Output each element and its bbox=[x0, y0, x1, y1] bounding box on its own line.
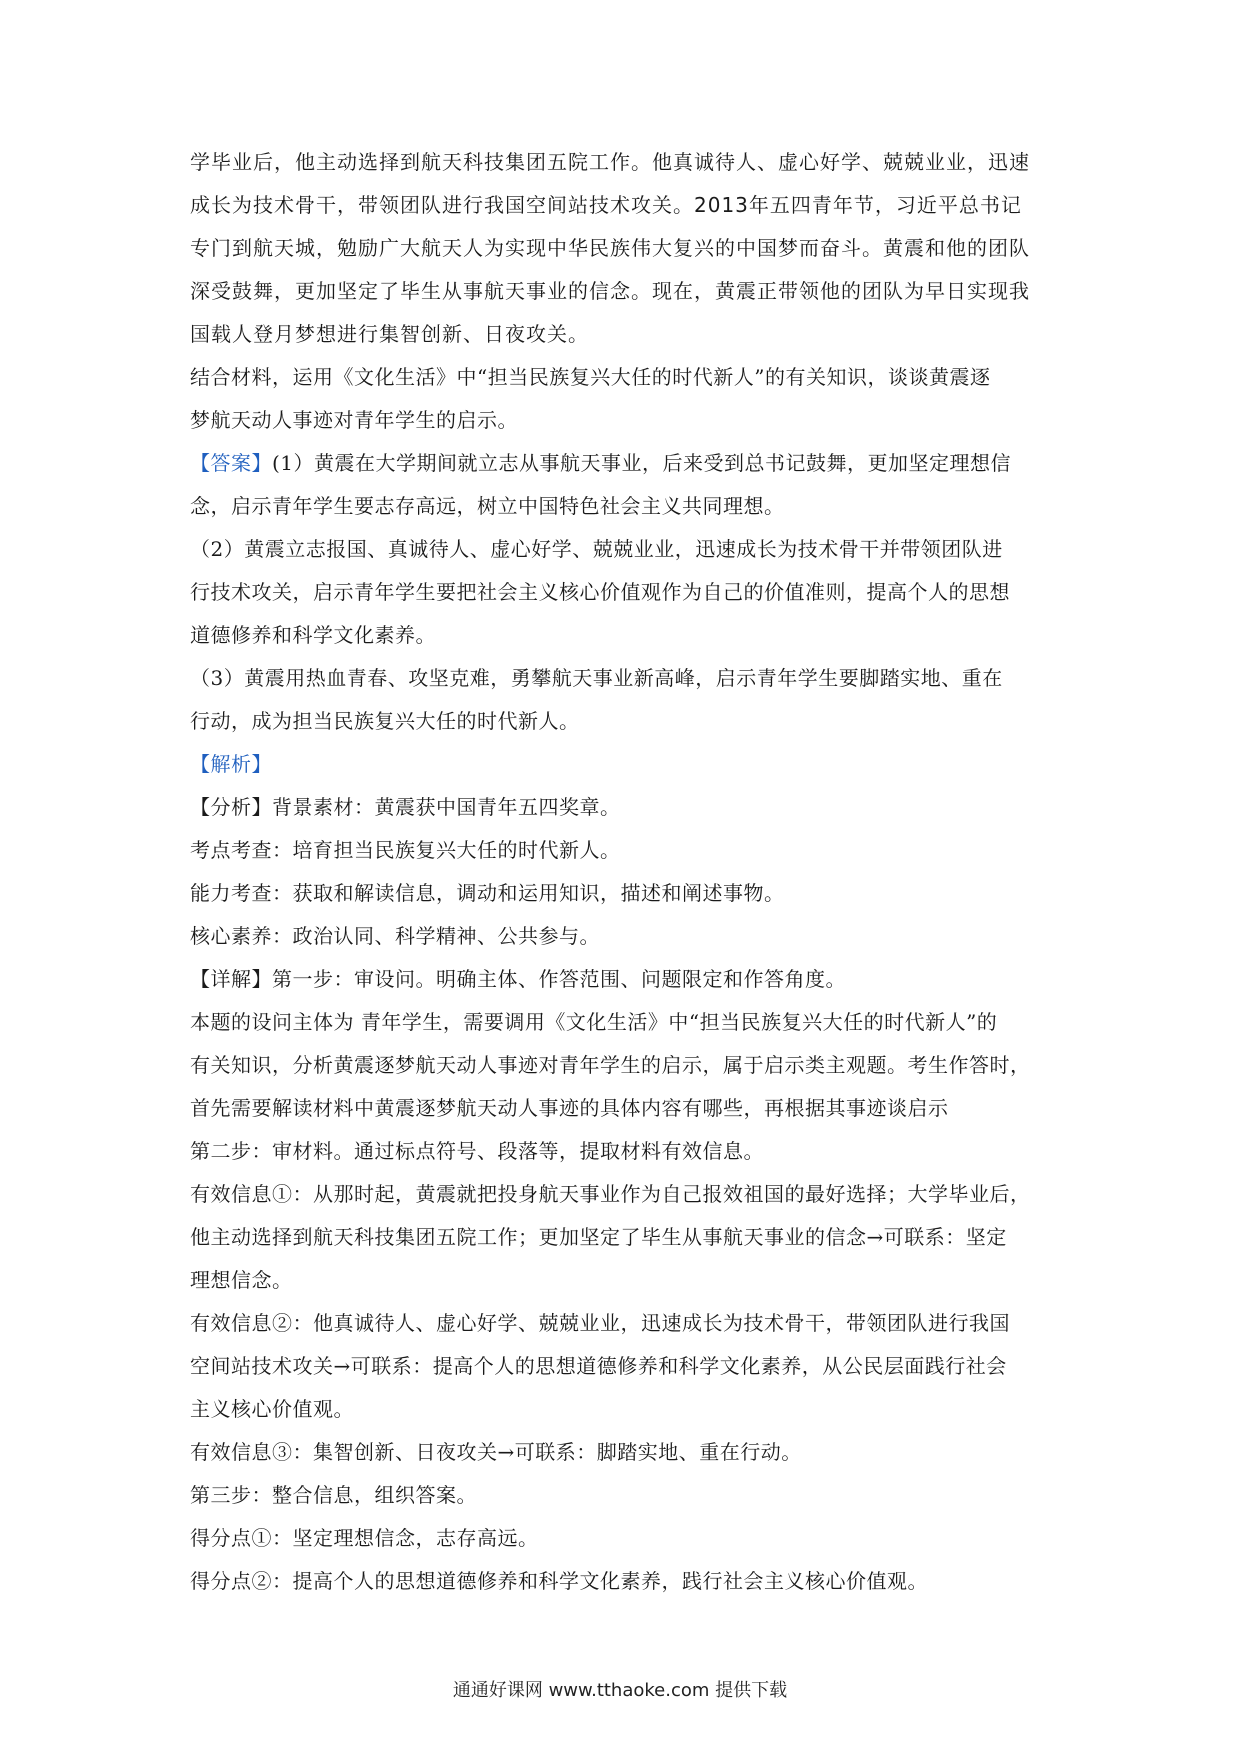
answer-line: 行技术攻关，启示青年学生要把社会主义核心价值观作为自己的价值准则，提高个人的思想 bbox=[190, 580, 1010, 604]
answer-line: 念，启示青年学生要志存高远，树立中国特色社会主义共同理想。 bbox=[190, 494, 785, 518]
analysis-line: 有效信息①：从那时起，黄震就把投身航天事业作为自己报效祖国的最好选择；大学毕业后， bbox=[190, 1182, 1031, 1206]
analysis-line: 有效信息②：他真诚待人、虚心好学、兢兢业业，迅速成长为技术骨干，带领团队进行我国 bbox=[190, 1311, 1010, 1335]
analysis-line: 能力考查：获取和解读信息，调动和运用知识，描述和阐述事物。 bbox=[190, 881, 785, 905]
answer-line: 【答案】(1）黄震在大学期间就立志从事航天事业，后来受到总书记鼓舞，更加坚定理想信 bbox=[190, 451, 1012, 475]
material-line: 国载人登月梦想进行集智创新、日夜攻关。 bbox=[190, 322, 589, 346]
analysis-line: 本题的设问主体为 青年学生，需要调用《文化生活》中“担当民族复兴大任的时代新人”的 bbox=[190, 1010, 998, 1034]
answer-line: 行动，成为担当民族复兴大任的时代新人。 bbox=[190, 709, 580, 733]
analysis-line: 有关知识，分析黄震逐梦航天动人事迹对青年学生的启示，属于启示类主观题。考生作答时， bbox=[190, 1053, 1031, 1077]
analysis-line: 理想信念。 bbox=[190, 1268, 293, 1292]
question-line: 结合材料，运用《文化生活》中“担当民族复兴大任的时代新人”的有关知识，谈谈黄震逐 bbox=[190, 365, 991, 389]
answer-line: （3）黄震用热血青春、攻坚克难，勇攀航天事业新高峰，启示青年学生要脚踏实地、重在 bbox=[190, 666, 1003, 690]
analysis-line: 【分析】背景素材：黄震获中国青年五四奖章。 bbox=[190, 795, 621, 819]
analysis-line: 首先需要解读材料中黄震逐梦航天动人事迹的具体内容有哪些，再根据其事迹谈启示 bbox=[190, 1096, 949, 1120]
material-line: 专门到航天城，勉励广大航天人为实现中华民族伟大复兴的中国梦而奋斗。黄震和他的团队 bbox=[190, 236, 1030, 260]
analysis-line: 考点考查：培育担当民族复兴大任的时代新人。 bbox=[190, 838, 621, 862]
analysis-line: 第三步：整合信息，组织答案。 bbox=[190, 1483, 477, 1507]
analysis-line: 【详解】第一步：审设问。明确主体、作答范围、问题限定和作答角度。 bbox=[190, 967, 846, 991]
material-line: 成长为技术骨干，带领团队进行我国空间站技术攻关。2013年五四青年节，习近平总书记 bbox=[190, 193, 1022, 217]
analysis-line: 有效信息③：集智创新、日夜攻关→可联系：脚踏实地、重在行动。 bbox=[190, 1440, 802, 1464]
question-line: 梦航天动人事迹对青年学生的启示。 bbox=[190, 408, 518, 432]
answer-line: 道德修养和科学文化素养。 bbox=[190, 623, 436, 647]
analysis-tag: 【解析】 bbox=[190, 752, 272, 776]
analysis-line: 空间站技术攻关→可联系：提高个人的思想道德修养和科学文化素养，从公民层面践行社会 bbox=[190, 1354, 1007, 1378]
material-line: 学毕业后，他主动选择到航天科技集团五院工作。他真诚待人、虚心好学、兢兢业业，迅速 bbox=[190, 150, 1030, 174]
analysis-line: 他主动选择到航天科技集团五院工作；更加坚定了毕生从事航天事业的信念→可联系：坚定 bbox=[190, 1225, 1007, 1249]
analysis-line: 得分点②：提高个人的思想道德修养和科学文化素养，践行社会主义核心价值观。 bbox=[190, 1569, 928, 1593]
analysis-line: 得分点①：坚定理想信念，志存高远。 bbox=[190, 1526, 539, 1550]
analysis-line: 主义核心价值观。 bbox=[190, 1397, 354, 1421]
material-line: 深受鼓舞，更加坚定了毕生从事航天事业的信念。现在，黄震正带领他的团队为早日实现我 bbox=[190, 279, 1030, 303]
answer-line: （2）黄震立志报国、真诚待人、虚心好学、兢兢业业，迅速成长为技术骨干并带领团队进 bbox=[190, 537, 1003, 561]
answer-tag: 【答案】 bbox=[190, 451, 272, 475]
analysis-line: 第二步：审材料。通过标点符号、段落等，提取材料有效信息。 bbox=[190, 1139, 764, 1163]
analysis-line: 核心素养：政治认同、科学精神、公共参与。 bbox=[190, 924, 600, 948]
page-footer: 通通好课网 www.tthaoke.com 提供下载 bbox=[452, 1680, 788, 1701]
